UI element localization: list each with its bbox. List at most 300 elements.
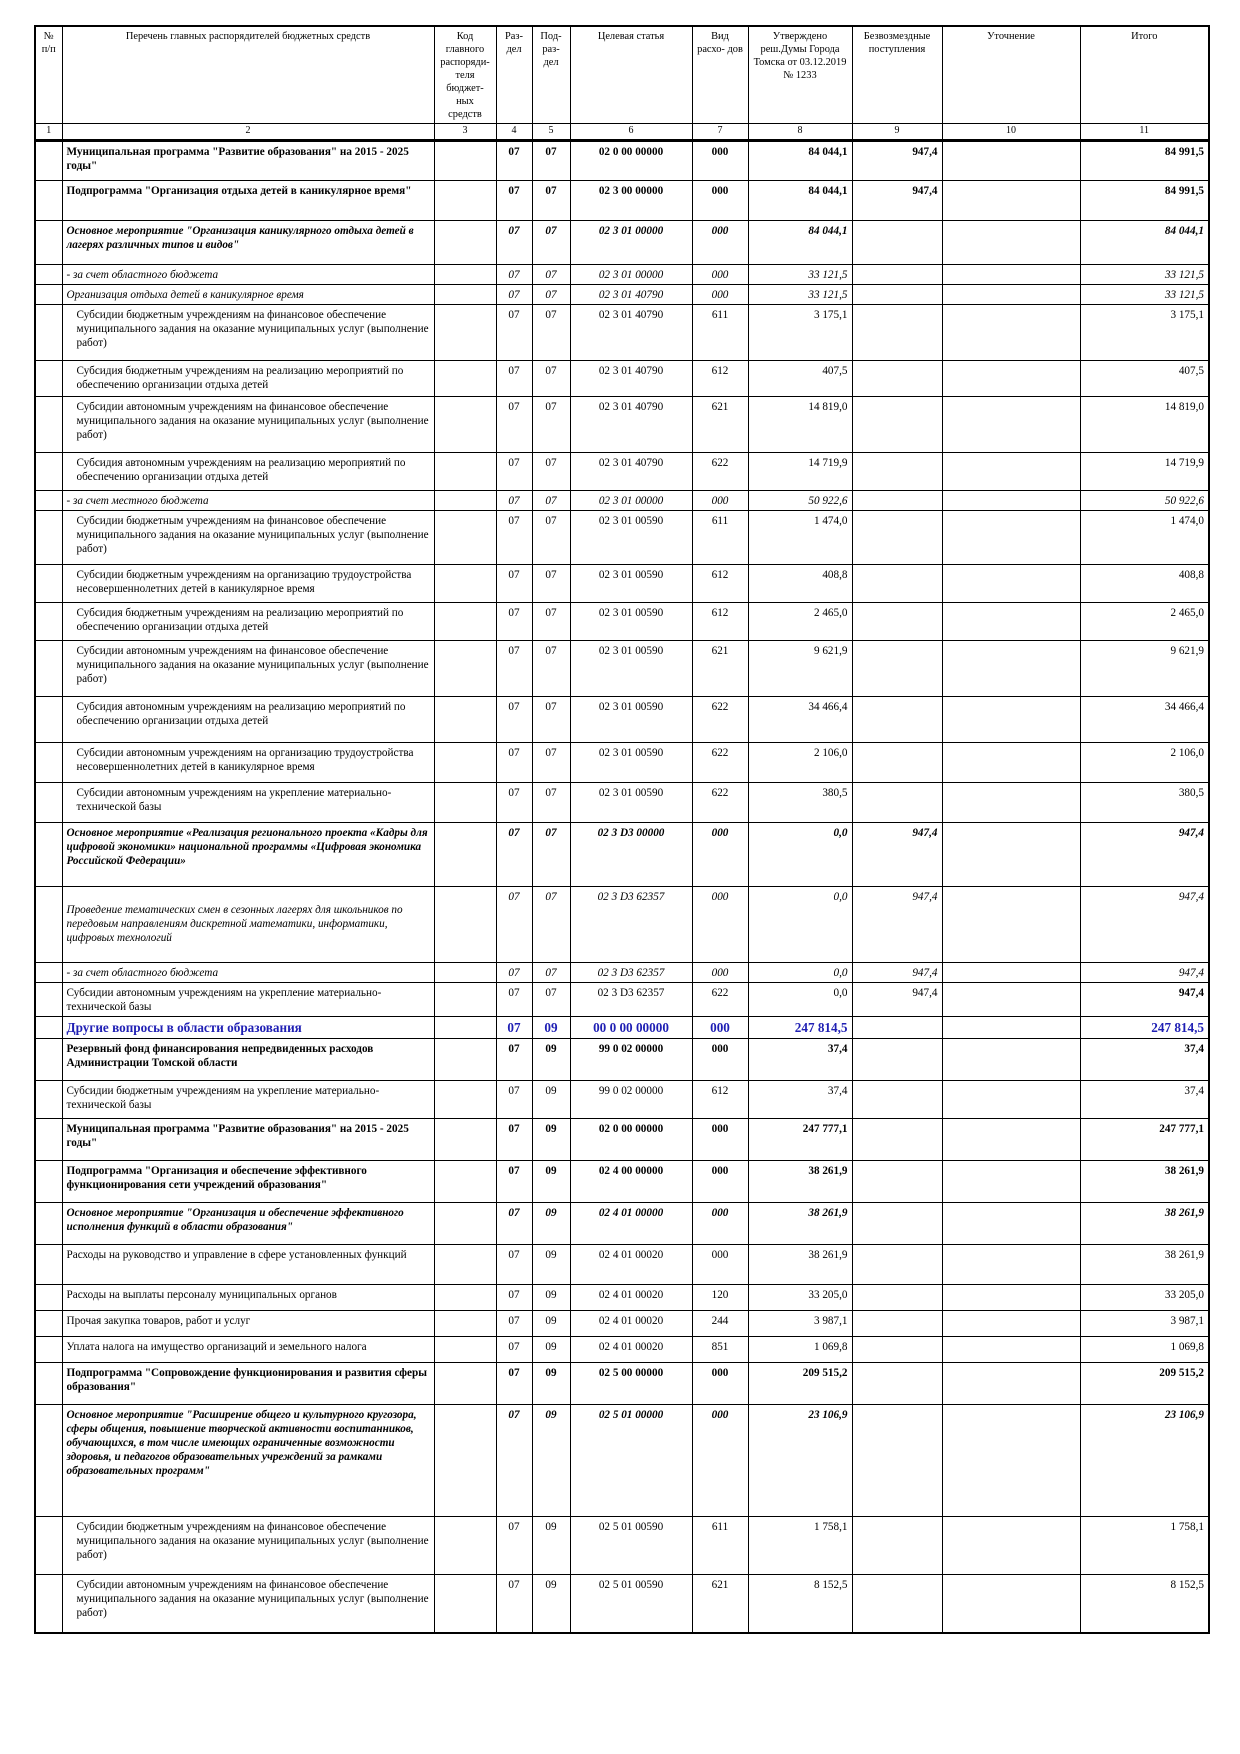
cell-name: Субсидии автономным учреждениям на организацию трудоустройства несовершеннолетних детей в каникулярное время xyxy=(62,742,434,782)
cell-podrazdel: 09 xyxy=(532,1203,570,1245)
cell-clarify xyxy=(942,284,1080,304)
cell-approved: 408,8 xyxy=(748,564,852,602)
cell-free: 947,4 xyxy=(852,982,942,1016)
cell-razdel: 07 xyxy=(496,602,532,640)
cell-num xyxy=(35,510,62,564)
cell-code xyxy=(434,396,496,452)
cell-clarify xyxy=(942,1039,1080,1081)
cell-approved: 0,0 xyxy=(748,886,852,962)
cell-num xyxy=(35,360,62,396)
cell-free xyxy=(852,360,942,396)
cell-total: 947,4 xyxy=(1080,962,1209,982)
cell-free xyxy=(852,452,942,490)
header-code: Код главного распоряди- теля бюджет- ных средств xyxy=(434,26,496,124)
cell-num xyxy=(35,1203,62,1245)
cell-razdel: 07 xyxy=(496,452,532,490)
cell-podrazdel: 09 xyxy=(532,1575,570,1633)
cell-article: 02 3 D3 62357 xyxy=(570,982,692,1016)
cell-free xyxy=(852,1285,942,1311)
cell-approved: 8 152,5 xyxy=(748,1575,852,1633)
cell-article: 02 4 01 00020 xyxy=(570,1337,692,1363)
cell-code xyxy=(434,1039,496,1081)
table-row xyxy=(35,640,1209,696)
cell-free xyxy=(852,264,942,284)
cell-code xyxy=(434,220,496,264)
cell-name: - за счет местного бюджета xyxy=(62,490,434,510)
cell-vid: 622 xyxy=(692,782,748,822)
cell-razdel: 07 xyxy=(496,490,532,510)
column-number: 7 xyxy=(692,124,748,141)
cell-razdel: 07 xyxy=(496,1119,532,1161)
cell-clarify xyxy=(942,886,1080,962)
cell-podrazdel: 07 xyxy=(532,284,570,304)
cell-clarify xyxy=(942,1517,1080,1575)
column-number: 4 xyxy=(496,124,532,141)
cell-article: 02 3 01 00590 xyxy=(570,696,692,742)
cell-razdel: 07 xyxy=(496,304,532,360)
cell-name: Субсидии бюджетным учреждениям на финансовое обеспечение муниципального задания на оказание муниципальных услуг (выполнение работ) xyxy=(62,1517,434,1575)
cell-num xyxy=(35,1517,62,1575)
cell-total: 38 261,9 xyxy=(1080,1161,1209,1203)
cell-num xyxy=(35,264,62,284)
cell-vid: 000 xyxy=(692,1405,748,1517)
cell-code xyxy=(434,1575,496,1633)
cell-approved: 84 044,1 xyxy=(748,180,852,220)
cell-razdel: 07 xyxy=(496,1039,532,1081)
cell-code xyxy=(434,1405,496,1517)
cell-num xyxy=(35,1405,62,1517)
cell-total: 247 777,1 xyxy=(1080,1119,1209,1161)
cell-code xyxy=(434,782,496,822)
cell-podrazdel: 07 xyxy=(532,886,570,962)
cell-approved: 33 121,5 xyxy=(748,264,852,284)
cell-code xyxy=(434,1363,496,1405)
cell-razdel: 07 xyxy=(496,1517,532,1575)
cell-total: 947,4 xyxy=(1080,822,1209,886)
cell-num xyxy=(35,140,62,180)
cell-approved: 14 819,0 xyxy=(748,396,852,452)
cell-code xyxy=(434,886,496,962)
cell-total: 947,4 xyxy=(1080,886,1209,962)
cell-name: Подпрограмма "Сопровождение функционирования и развития сферы образования" xyxy=(62,1363,434,1405)
table-row xyxy=(35,1245,1209,1285)
cell-razdel: 07 xyxy=(496,742,532,782)
cell-vid: 611 xyxy=(692,1517,748,1575)
cell-article: 02 3 01 00590 xyxy=(570,510,692,564)
cell-total: 33 121,5 xyxy=(1080,284,1209,304)
cell-name: Субсидии бюджетным учреждениям на финансовое обеспечение муниципального задания на оказание муниципальных услуг (выполнение работ) xyxy=(62,510,434,564)
cell-vid: 000 xyxy=(692,1039,748,1081)
cell-article: 02 4 01 00020 xyxy=(570,1285,692,1311)
cell-podrazdel: 09 xyxy=(532,1016,570,1039)
cell-name: Субсидии бюджетным учреждениям на финансовое обеспечение муниципального задания на оказание муниципальных услуг (выполнение работ) xyxy=(62,304,434,360)
cell-article: 02 3 01 40790 xyxy=(570,452,692,490)
cell-approved: 37,4 xyxy=(748,1039,852,1081)
cell-num xyxy=(35,220,62,264)
cell-vid: 612 xyxy=(692,360,748,396)
cell-num xyxy=(35,1285,62,1311)
cell-name: Субсидия автономным учреждениям на реализацию мероприятий по обеспечению организации отдыха детей xyxy=(62,696,434,742)
cell-code xyxy=(434,510,496,564)
cell-total: 38 261,9 xyxy=(1080,1245,1209,1285)
cell-name: - за счет областного бюджета xyxy=(62,264,434,284)
cell-article: 02 3 D3 62357 xyxy=(570,962,692,982)
table-row xyxy=(35,1575,1209,1633)
cell-total: 50 922,6 xyxy=(1080,490,1209,510)
cell-total: 3 175,1 xyxy=(1080,304,1209,360)
cell-free xyxy=(852,1203,942,1245)
cell-code xyxy=(434,284,496,304)
cell-total: 9 621,9 xyxy=(1080,640,1209,696)
table-row xyxy=(35,1039,1209,1081)
cell-podrazdel: 09 xyxy=(532,1119,570,1161)
table-row xyxy=(35,822,1209,886)
cell-podrazdel: 07 xyxy=(532,264,570,284)
cell-name: Субсидии автономным учреждениям на финансовое обеспечение муниципального задания на оказание муниципальных услуг (выполнение работ) xyxy=(62,1575,434,1633)
table-row xyxy=(35,1311,1209,1337)
cell-free xyxy=(852,510,942,564)
cell-vid: 622 xyxy=(692,982,748,1016)
cell-total: 84 991,5 xyxy=(1080,140,1209,180)
cell-approved: 33 205,0 xyxy=(748,1285,852,1311)
cell-num xyxy=(35,742,62,782)
cell-name: Основное мероприятие «Реализация регионального проекта «Кадры для цифровой экономики» национальной программы «Цифровая экономика Российской Федерации» xyxy=(62,822,434,886)
cell-vid: 000 xyxy=(692,822,748,886)
cell-num xyxy=(35,284,62,304)
cell-num xyxy=(35,1119,62,1161)
cell-free: 947,4 xyxy=(852,962,942,982)
cell-vid: 000 xyxy=(692,1245,748,1285)
cell-num xyxy=(35,782,62,822)
cell-razdel: 07 xyxy=(496,564,532,602)
cell-approved: 3 987,1 xyxy=(748,1311,852,1337)
cell-podrazdel: 07 xyxy=(532,696,570,742)
header-vid: Вид расхо- дов xyxy=(692,26,748,124)
table-row xyxy=(35,1363,1209,1405)
cell-num xyxy=(35,396,62,452)
cell-code xyxy=(434,452,496,490)
cell-article: 02 3 01 00590 xyxy=(570,564,692,602)
cell-razdel: 07 xyxy=(496,1245,532,1285)
cell-total: 37,4 xyxy=(1080,1081,1209,1119)
table-row xyxy=(35,742,1209,782)
cell-clarify xyxy=(942,1119,1080,1161)
table-row xyxy=(35,1517,1209,1575)
cell-vid: 000 xyxy=(692,140,748,180)
cell-free xyxy=(852,742,942,782)
table-row xyxy=(35,602,1209,640)
cell-podrazdel: 09 xyxy=(532,1285,570,1311)
cell-clarify xyxy=(942,564,1080,602)
cell-name: Субсидии автономным учреждениям на финансовое обеспечение муниципального задания на оказание муниципальных услуг (выполнение работ) xyxy=(62,396,434,452)
cell-podrazdel: 07 xyxy=(532,304,570,360)
cell-vid: 000 xyxy=(692,264,748,284)
cell-article: 02 4 01 00000 xyxy=(570,1203,692,1245)
cell-podrazdel: 09 xyxy=(532,1161,570,1203)
cell-total: 33 121,5 xyxy=(1080,264,1209,284)
cell-clarify xyxy=(942,1161,1080,1203)
table-row xyxy=(35,1081,1209,1119)
cell-name: Резервный фонд финансирования непредвиденных расходов Администрации Томской области xyxy=(62,1039,434,1081)
cell-name: Субсидия автономным учреждениям на реализацию мероприятий по обеспечению организации отдыха детей xyxy=(62,452,434,490)
table-row xyxy=(35,360,1209,396)
cell-approved: 84 044,1 xyxy=(748,140,852,180)
cell-approved: 33 121,5 xyxy=(748,284,852,304)
cell-razdel: 07 xyxy=(496,510,532,564)
cell-name: Муниципальная программа "Развитие образования" на 2015 - 2025 годы" xyxy=(62,140,434,180)
cell-vid: 000 xyxy=(692,180,748,220)
cell-num xyxy=(35,180,62,220)
cell-article: 02 3 01 00590 xyxy=(570,640,692,696)
table-row xyxy=(35,962,1209,982)
cell-article: 02 5 01 00590 xyxy=(570,1575,692,1633)
cell-clarify xyxy=(942,1016,1080,1039)
cell-name: Субсидии автономным учреждениям на укрепление материально-технической базы xyxy=(62,982,434,1016)
cell-clarify xyxy=(942,1337,1080,1363)
header-clarify: Уточнение xyxy=(942,26,1080,124)
cell-free xyxy=(852,640,942,696)
cell-article: 02 3 01 00000 xyxy=(570,490,692,510)
cell-free: 947,4 xyxy=(852,180,942,220)
cell-vid: 621 xyxy=(692,396,748,452)
header-article: Целевая статья xyxy=(570,26,692,124)
cell-num xyxy=(35,696,62,742)
cell-name: Расходы на выплаты персоналу муниципальных органов xyxy=(62,1285,434,1311)
header-num: № п/п xyxy=(35,26,62,124)
cell-article: 02 3 01 40790 xyxy=(570,396,692,452)
cell-num xyxy=(35,490,62,510)
table-row xyxy=(35,490,1209,510)
header-row xyxy=(35,26,1209,124)
cell-clarify xyxy=(942,1245,1080,1285)
cell-clarify xyxy=(942,782,1080,822)
cell-free xyxy=(852,1337,942,1363)
cell-article: 02 3 01 00000 xyxy=(570,264,692,284)
cell-razdel: 07 xyxy=(496,640,532,696)
cell-razdel: 07 xyxy=(496,1161,532,1203)
cell-razdel: 07 xyxy=(496,962,532,982)
cell-num xyxy=(35,1337,62,1363)
table-row xyxy=(35,1119,1209,1161)
header-free: Безвозмездные поступления xyxy=(852,26,942,124)
table-row xyxy=(35,696,1209,742)
cell-code xyxy=(434,1119,496,1161)
cell-podrazdel: 07 xyxy=(532,452,570,490)
cell-razdel: 07 xyxy=(496,1337,532,1363)
cell-total: 380,5 xyxy=(1080,782,1209,822)
cell-num xyxy=(35,1245,62,1285)
cell-free xyxy=(852,220,942,264)
cell-approved: 0,0 xyxy=(748,822,852,886)
cell-article: 02 5 01 00590 xyxy=(570,1517,692,1575)
header-razdel: Раз- дел xyxy=(496,26,532,124)
table-row xyxy=(35,1016,1209,1039)
cell-approved: 247 777,1 xyxy=(748,1119,852,1161)
cell-total: 38 261,9 xyxy=(1080,1203,1209,1245)
cell-podrazdel: 07 xyxy=(532,602,570,640)
cell-approved: 9 621,9 xyxy=(748,640,852,696)
cell-podrazdel: 07 xyxy=(532,742,570,782)
table-row xyxy=(35,1285,1209,1311)
cell-clarify xyxy=(942,822,1080,886)
cell-article: 02 3 01 40790 xyxy=(570,304,692,360)
cell-clarify xyxy=(942,510,1080,564)
cell-num xyxy=(35,1039,62,1081)
cell-clarify xyxy=(942,452,1080,490)
cell-vid: 612 xyxy=(692,1081,748,1119)
cell-free xyxy=(852,1405,942,1517)
cell-name: Субсидия бюджетным учреждениям на реализацию мероприятий по обеспечению организации отдыха детей xyxy=(62,360,434,396)
cell-code xyxy=(434,602,496,640)
cell-name: Основное мероприятие "Расширение общего и культурного кругозора, сферы общения, повышение творческой активности воспитанников, обучающихся, в том числе имеющих ограниченные возможности здоровья, и педагогов образовательных учреждений за рамками образовательных программ" xyxy=(62,1405,434,1517)
cell-num xyxy=(35,822,62,886)
cell-vid: 611 xyxy=(692,304,748,360)
cell-code xyxy=(434,1161,496,1203)
cell-razdel: 07 xyxy=(496,180,532,220)
cell-approved: 23 106,9 xyxy=(748,1405,852,1517)
cell-razdel: 07 xyxy=(496,360,532,396)
cell-free: 947,4 xyxy=(852,822,942,886)
cell-code xyxy=(434,822,496,886)
cell-name: Подпрограмма "Организация и обеспечение эффективного функционирования сети учреждений образования" xyxy=(62,1161,434,1203)
cell-total: 14 719,9 xyxy=(1080,452,1209,490)
cell-code xyxy=(434,1081,496,1119)
cell-free xyxy=(852,1363,942,1405)
cell-code xyxy=(434,1517,496,1575)
cell-name: Субсидии бюджетным учреждениям на укрепление материально-технической базы xyxy=(62,1081,434,1119)
cell-vid: 612 xyxy=(692,564,748,602)
cell-razdel: 07 xyxy=(496,264,532,284)
cell-name: Расходы на руководство и управление в сфере установленных функций xyxy=(62,1245,434,1285)
cell-code xyxy=(434,1311,496,1337)
cell-razdel: 07 xyxy=(496,1285,532,1311)
cell-total: 407,5 xyxy=(1080,360,1209,396)
cell-clarify xyxy=(942,490,1080,510)
cell-num xyxy=(35,564,62,602)
cell-article: 02 3 01 00000 xyxy=(570,220,692,264)
cell-podrazdel: 09 xyxy=(532,1245,570,1285)
cell-total: 247 814,5 xyxy=(1080,1016,1209,1039)
cell-total: 2 465,0 xyxy=(1080,602,1209,640)
column-numbers-row xyxy=(35,124,1209,141)
table-row xyxy=(35,264,1209,284)
cell-razdel: 07 xyxy=(496,220,532,264)
cell-razdel: 07 xyxy=(496,1203,532,1245)
cell-podrazdel: 09 xyxy=(532,1311,570,1337)
cell-total: 1 758,1 xyxy=(1080,1517,1209,1575)
cell-article: 02 3 01 00590 xyxy=(570,782,692,822)
cell-podrazdel: 07 xyxy=(532,822,570,886)
cell-name: Проведение тематических смен в сезонных лагерях для школьников по передовым направлениям дискретной математики, информатики, цифровых технологий xyxy=(62,886,434,962)
cell-podrazdel: 07 xyxy=(532,640,570,696)
cell-code xyxy=(434,742,496,782)
cell-num xyxy=(35,1363,62,1405)
cell-approved: 50 922,6 xyxy=(748,490,852,510)
cell-code xyxy=(434,264,496,284)
cell-article: 02 5 00 00000 xyxy=(570,1363,692,1405)
cell-free xyxy=(852,602,942,640)
cell-total: 408,8 xyxy=(1080,564,1209,602)
cell-vid: 622 xyxy=(692,452,748,490)
cell-total: 84 044,1 xyxy=(1080,220,1209,264)
cell-approved: 0,0 xyxy=(748,982,852,1016)
column-number: 10 xyxy=(942,124,1080,141)
cell-num xyxy=(35,1161,62,1203)
cell-name: Организация отдыха детей в каникулярное время xyxy=(62,284,434,304)
header-total: Итого xyxy=(1080,26,1209,124)
cell-vid: 000 xyxy=(692,962,748,982)
header-podrazdel: Под- раз- дел xyxy=(532,26,570,124)
cell-code xyxy=(434,180,496,220)
cell-article: 02 3 01 00590 xyxy=(570,742,692,782)
cell-free xyxy=(852,1081,942,1119)
cell-approved: 209 515,2 xyxy=(748,1363,852,1405)
cell-article: 02 4 00 00000 xyxy=(570,1161,692,1203)
cell-razdel: 07 xyxy=(496,982,532,1016)
cell-clarify xyxy=(942,982,1080,1016)
cell-num xyxy=(35,886,62,962)
cell-num xyxy=(35,982,62,1016)
cell-code xyxy=(434,360,496,396)
cell-name: Субсидии бюджетным учреждениям на организацию трудоустройства несовершеннолетних детей в каникулярное время xyxy=(62,564,434,602)
cell-total: 34 466,4 xyxy=(1080,696,1209,742)
cell-free xyxy=(852,396,942,452)
cell-vid: 000 xyxy=(692,1016,748,1039)
cell-razdel: 07 xyxy=(496,140,532,180)
cell-approved: 84 044,1 xyxy=(748,220,852,264)
cell-razdel: 07 xyxy=(496,396,532,452)
cell-vid: 621 xyxy=(692,640,748,696)
cell-vid: 000 xyxy=(692,1363,748,1405)
table-row xyxy=(35,140,1209,180)
cell-code xyxy=(434,1245,496,1285)
cell-name: Основное мероприятие "Организация каникулярного отдыха детей в лагерях различных типов и видов" xyxy=(62,220,434,264)
cell-vid: 000 xyxy=(692,1119,748,1161)
cell-approved: 38 261,9 xyxy=(748,1161,852,1203)
cell-approved: 3 175,1 xyxy=(748,304,852,360)
cell-article: 02 4 01 00020 xyxy=(570,1311,692,1337)
cell-article: 02 3 00 00000 xyxy=(570,180,692,220)
cell-total: 2 106,0 xyxy=(1080,742,1209,782)
cell-num xyxy=(35,452,62,490)
cell-razdel: 07 xyxy=(496,1311,532,1337)
table-body xyxy=(35,140,1209,1633)
cell-vid: 621 xyxy=(692,1575,748,1633)
column-number: 3 xyxy=(434,124,496,141)
cell-podrazdel: 07 xyxy=(532,490,570,510)
cell-clarify xyxy=(942,264,1080,284)
cell-approved: 14 719,9 xyxy=(748,452,852,490)
cell-code xyxy=(434,696,496,742)
cell-podrazdel: 09 xyxy=(532,1517,570,1575)
cell-clarify xyxy=(942,602,1080,640)
cell-approved: 1 069,8 xyxy=(748,1337,852,1363)
cell-podrazdel: 07 xyxy=(532,140,570,180)
cell-approved: 37,4 xyxy=(748,1081,852,1119)
cell-total: 84 991,5 xyxy=(1080,180,1209,220)
cell-code xyxy=(434,140,496,180)
cell-free xyxy=(852,284,942,304)
cell-code xyxy=(434,490,496,510)
cell-clarify xyxy=(942,1081,1080,1119)
cell-free xyxy=(852,1517,942,1575)
cell-name: Муниципальная программа "Развитие образования" на 2015 - 2025 годы" xyxy=(62,1119,434,1161)
table-row xyxy=(35,452,1209,490)
cell-code xyxy=(434,1285,496,1311)
cell-razdel: 07 xyxy=(496,696,532,742)
cell-clarify xyxy=(942,1363,1080,1405)
table-row xyxy=(35,1203,1209,1245)
